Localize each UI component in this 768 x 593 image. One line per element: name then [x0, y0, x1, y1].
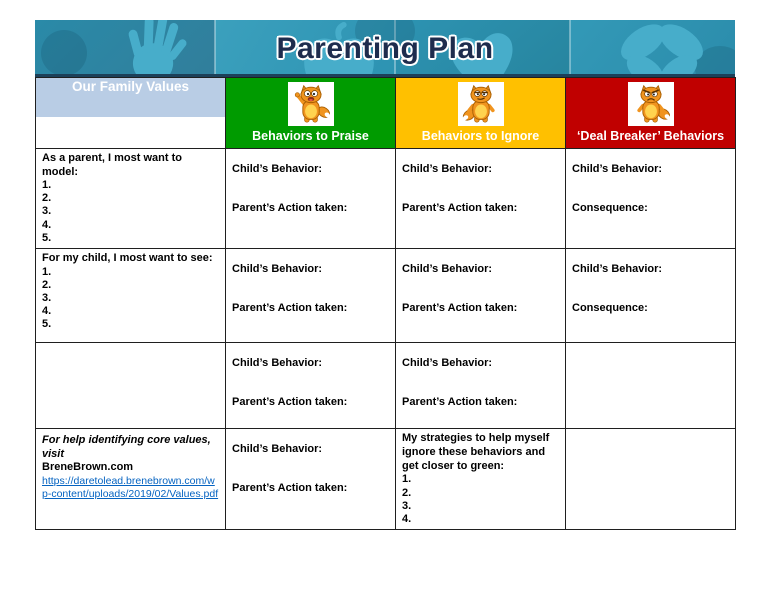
cell-empty: [566, 429, 736, 530]
list-item: 2.: [42, 278, 52, 291]
help-note-source: BreneBrown.com: [42, 461, 134, 474]
field-label: Child’s Behavior:: [232, 357, 323, 370]
list-item: 3.: [402, 499, 412, 512]
cell-model-values: [36, 149, 226, 249]
cell-empty: [36, 343, 226, 429]
list-item: 3.: [42, 291, 52, 304]
field-label: Parent’s Action taken:: [402, 396, 518, 409]
table-row: [36, 149, 736, 249]
list-item: 1.: [42, 265, 52, 278]
cell-ignore-entry: [396, 249, 566, 343]
header-row: [36, 78, 736, 149]
field-label: Child’s Behavior:: [402, 357, 493, 370]
cell-heading: As a parent, I most want to model:: [42, 152, 182, 178]
field-label: Parent’s Action taken:: [232, 202, 348, 214]
cell-praise-entry: [226, 343, 396, 429]
field-label: Consequence:: [572, 302, 648, 315]
list-item: 5.: [42, 231, 52, 244]
column-header-label: ‘Deal Breaker’ Behaviors: [576, 129, 725, 143]
cell-see-values: [36, 249, 226, 343]
cell-dealbreaker-entry: [566, 249, 736, 343]
column-header-family-values: [36, 78, 226, 149]
column-header-label: Behaviors to Ignore: [421, 129, 540, 143]
list-item: 3.: [42, 205, 52, 218]
banner: [35, 20, 735, 77]
list-item: 2.: [402, 486, 412, 499]
column-header-behaviors-to-praise: [226, 78, 396, 149]
cell-ignore-strategies: [396, 429, 566, 530]
list-item: 1.: [42, 179, 52, 191]
field-label: Child’s Behavior:: [572, 163, 663, 175]
column-header-label: Behaviors to Praise: [252, 129, 369, 143]
field-label: Parent’s Action taken:: [232, 482, 348, 495]
values-pdf-link[interactable]: https://daretolead.brenebrown.com/wp-content/uploads/2019/02/Values.pdf: [42, 474, 219, 501]
fox-happy-icon: [288, 82, 334, 126]
page-title: Parenting Plan: [276, 31, 494, 65]
field-label: Child’s Behavior:: [232, 163, 323, 175]
cell-dealbreaker-entry: [566, 149, 736, 249]
fox-unimpressed-icon: [458, 82, 504, 126]
cell-praise-entry: [226, 149, 396, 249]
cell-ignore-entry: [396, 149, 566, 249]
field-label: Child’s Behavior:: [232, 263, 323, 276]
field-label: Parent’s Action taken:: [402, 302, 518, 315]
cell-praise-entry: [226, 249, 396, 343]
list-item: 1.: [402, 473, 412, 486]
list-item: 5.: [42, 318, 52, 331]
fox-angry-icon: [628, 82, 674, 126]
field-label: Child’s Behavior:: [232, 443, 323, 456]
table-row: [36, 249, 736, 343]
field-label: Child’s Behavior:: [572, 263, 663, 276]
table-row: [36, 343, 736, 429]
list-item: 4.: [402, 513, 412, 526]
field-label: Consequence:: [572, 202, 648, 214]
cell-praise-entry: [226, 429, 396, 530]
field-label: Parent’s Action taken:: [232, 396, 348, 409]
field-label: Child’s Behavior:: [402, 163, 493, 175]
column-header-label: Our Family Values: [71, 79, 190, 94]
cell-empty: [566, 343, 736, 429]
list-item: 4.: [42, 218, 52, 231]
cell-heading: My strategies to help myself ignore these behaviors and get closer to green:: [402, 432, 550, 472]
field-label: Parent’s Action taken:: [402, 202, 518, 214]
cell-ignore-entry: [396, 343, 566, 429]
column-header-behaviors-to-ignore: [396, 78, 566, 149]
cell-heading: For my child, I most want to see:: [42, 252, 213, 265]
help-note: For help identifying core values, visit: [42, 434, 211, 460]
list-item: 4.: [42, 305, 52, 318]
field-label: Parent’s Action taken:: [232, 302, 348, 315]
list-item: 2.: [42, 192, 52, 205]
cell-core-values-help: [36, 429, 226, 530]
column-header-deal-breaker: [566, 78, 736, 149]
field-label: Child’s Behavior:: [402, 263, 493, 276]
parenting-plan-table: [35, 77, 735, 530]
table-row: [36, 429, 736, 530]
